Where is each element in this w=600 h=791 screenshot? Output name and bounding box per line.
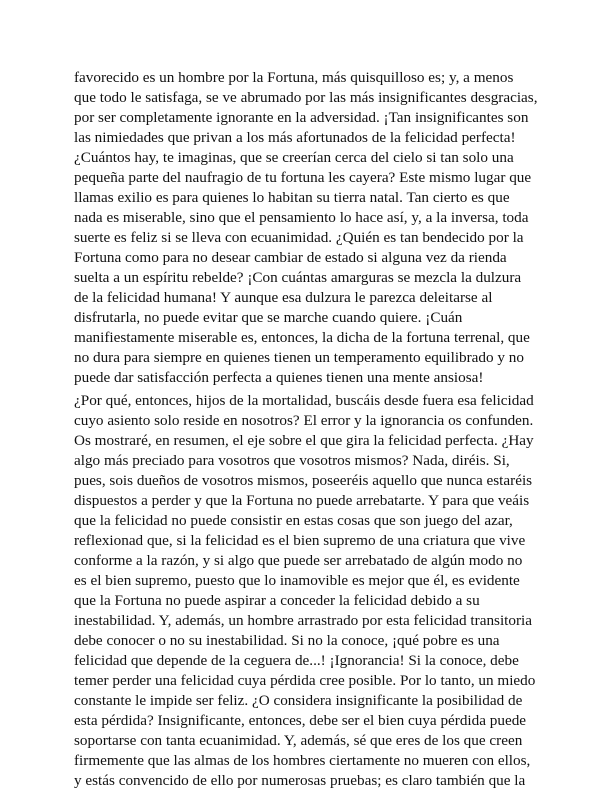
text-line: ¿Cuántos hay, te imaginas, que se creerían cerca del cielo si tan solo una [74,149,514,166]
text-line: suerte es feliz si se lleva con ecuanimidad. ¿Quién es tan bendecido por la [74,229,524,246]
paragraph-2 [74,391,534,791]
text-line: llamas exilio es para quienes lo habitan su tierra natal. Tan cierto es que [74,189,510,206]
text-line: temer perder una felicidad cuya pérdida cree posible. Por lo tanto, un miedo [74,672,536,689]
text-line: constante le impide ser feliz. ¿O considera insignificante la posibilidad de [74,692,523,709]
text-line: firmemente que las almas de los hombres ciertamente no mueren con ellos, [74,752,531,769]
text-line: inestabilidad. Y, además, un hombre arrastrado por esta felicidad transitoria [74,612,533,629]
text-line: cuyo asiento solo reside en nosotros? El error y la ignorancia os confunden. [74,412,534,429]
text-line: de la felicidad humana! Y aunque esa dulzura le parezca deleitarse al [74,289,493,306]
text-line: suelta a un espíritu rebelde? ¡Con cuántas amarguras se mezcla la dulzura [74,269,522,286]
text-line: no dura para siempre en quienes tienen un temperamento equilibrado y no [74,349,524,366]
text-line: las nimiedades que privan a los más afortunados de la felicidad perfecta! [74,129,516,146]
text-line: Fortuna como para no desear cambiar de estado si alguna vez da rienda [74,249,507,266]
text-line: conforme a la razón, y si algo que puede ser arrebatado de algún modo no [74,552,523,569]
text-line: que la felicidad no puede consistir en estas cosas que son juego del azar, [74,512,513,529]
text-line: debe conocer o no su inestabilidad. Si no la conoce, ¡qué pobre es una [74,632,500,649]
text-line: soportarse con tanta ecuanimidad. Y, además, sé que eres de los que creen [74,732,523,749]
text-line: felicidad que depende de la ceguera de...! ¡Ignorancia! Si la conoce, debe [74,652,519,669]
text-line: pues, sois dueños de vosotros mismos, poseeréis aquello que nunca estaréis [74,472,533,489]
text-line: disfrutarla, no puede evitar que se marche cuando quiere. ¡Cuán [74,309,463,326]
text-line: esta pérdida? Insignificante, entonces, debe ser el bien cuya pérdida puede [74,712,527,729]
paragraph-1 [74,68,538,388]
text-line: dispuestos a perder y que la Fortuna no puede arrebatarte. Y para que veáis [74,492,530,509]
text-line: reflexionad que, si la felicidad es el bien supremo de una criatura que vive [74,532,526,549]
text-line: puede dar satisfacción perfecta a quienes tienen una mente ansiosa! [74,369,484,386]
text-line: por ser completamente ignorante en la adversidad. ¡Tan insignificantes son [74,109,529,126]
text-line: algo más preciado para vosotros que vosotros mismos? Nada, diréis. Si, [74,452,510,469]
text-line: pequeña parte del naufragio de tu fortuna les cayera? Este mismo lugar que [74,169,532,186]
text-line: y estás convencido de ello por numerosas pruebas; es claro también que la [74,772,526,789]
text-line: manifiestamente miserable es, entonces, la dicha de la fortuna terrenal, que [74,329,530,346]
text-line: Os mostraré, en resumen, el eje sobre el que gira la felicidad perfecta. ¿Hay [74,432,534,449]
text-line: ¿Por qué, entonces, hijos de la mortalidad, buscáis desde fuera esa felicidad [74,392,534,409]
text-line: es el bien supremo, puesto que lo inamovible es mejor que él, es evidente [74,572,520,589]
text-line: favorecido es un hombre por la Fortuna, más quisquilloso es; y, a menos [74,69,514,86]
text-line: que la Fortuna no puede aspirar a conceder la felicidad debido a su [74,592,480,609]
text-line: que todo le satisfaga, se ve abrumado por las más insignificantes desgracias, [74,89,538,106]
text-line: nada es miserable, sino que el pensamiento lo hace así, y, a la inversa, toda [74,209,529,226]
